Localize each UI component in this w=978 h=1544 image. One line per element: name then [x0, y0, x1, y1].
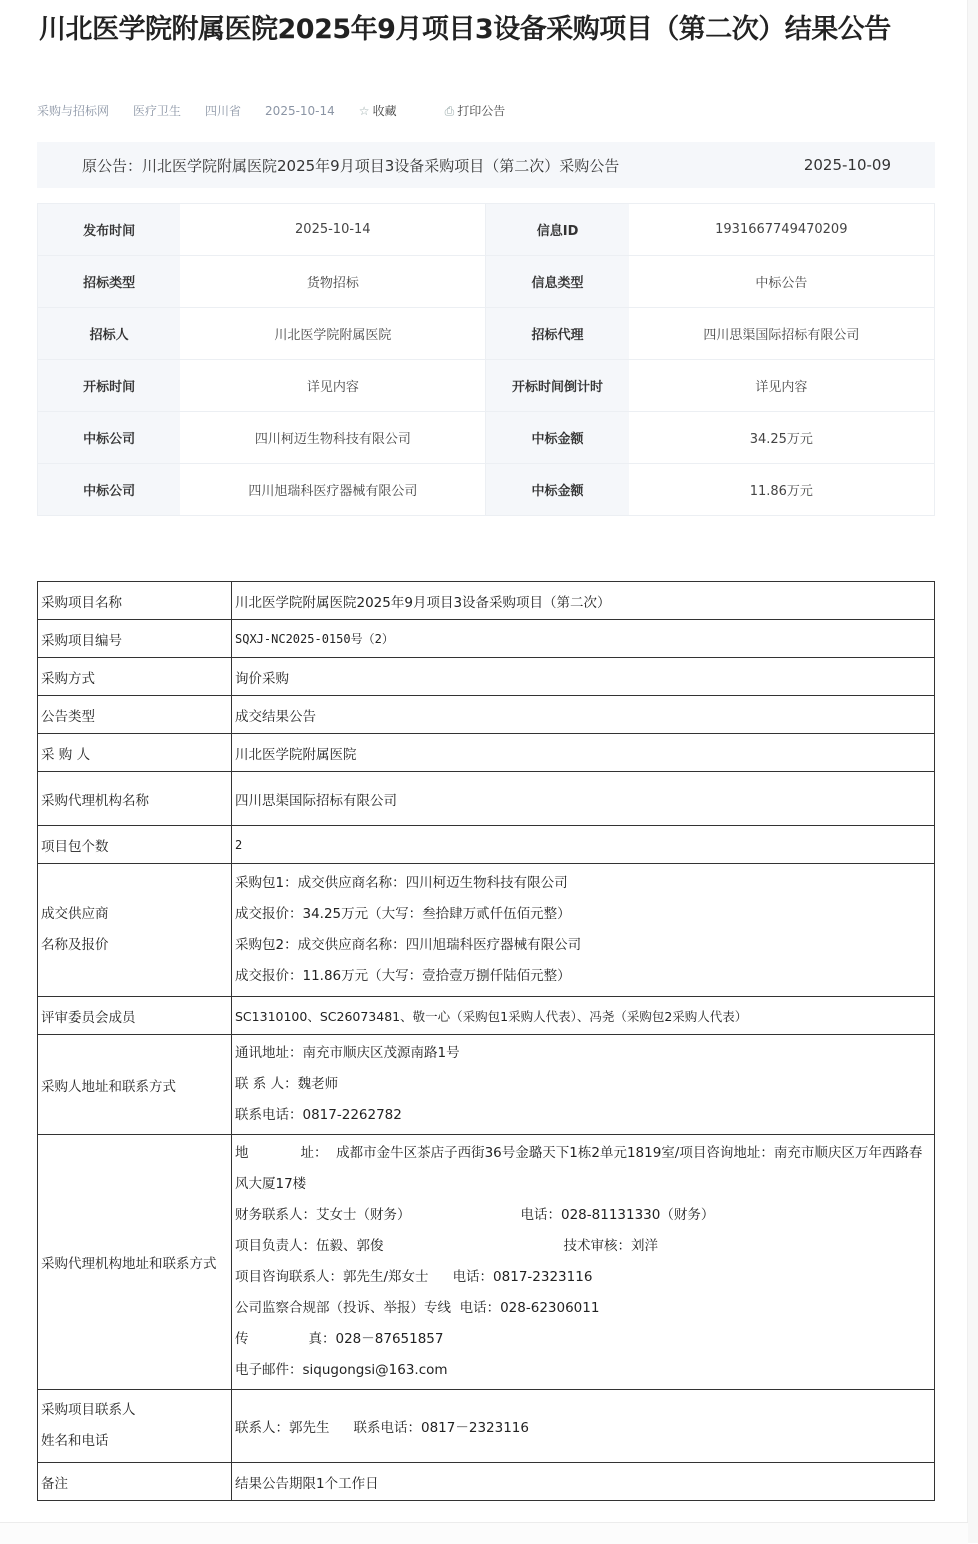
- lead-line: [235, 1231, 931, 1262]
- info-value: 四川思渠国际招标有限公司: [629, 308, 935, 360]
- row-label: 备注: [38, 1463, 232, 1501]
- table-row: [38, 1135, 935, 1390]
- info-label: 信息ID: [486, 204, 629, 256]
- print-button[interactable]: [445, 102, 530, 120]
- info-label: 发布时间: [38, 204, 181, 256]
- info-row: [38, 308, 935, 360]
- fax-value: 真：028－87651857: [308, 1331, 444, 1347]
- purchaser-phone: 联系电话：0817-2262782: [235, 1107, 402, 1123]
- info-value: 四川旭瑞科医疗器械有限公司: [180, 464, 486, 516]
- info-label: 中标金额: [486, 412, 629, 464]
- info-row: [38, 464, 935, 516]
- agency-contact-value: [232, 1135, 935, 1390]
- consult-contact: 项目咨询联系人：郭先生/郑女士: [235, 1269, 429, 1285]
- printer-icon: ⎙: [444, 104, 455, 118]
- supplier-line: 成交报价：11.86万元（大写：壹拾壹万捌仟陆佰元整）: [235, 968, 571, 984]
- row-label: 采购项目编号: [38, 620, 232, 658]
- summary-info-table: [37, 203, 935, 516]
- finance-line: [235, 1200, 931, 1231]
- info-label: 信息类型: [486, 256, 629, 308]
- consult-phone: 电话：0817-2323116: [452, 1269, 593, 1285]
- label-line: 名称及报价: [41, 937, 109, 953]
- table-row: [38, 734, 935, 772]
- footer-divider: [0, 1522, 968, 1544]
- project-contact-value: [232, 1390, 935, 1463]
- row-label: 采购方式: [38, 658, 232, 696]
- info-row: [38, 204, 935, 256]
- method-value: 询价采购: [232, 658, 935, 696]
- remark-value: 结果公告期限1个工作日: [232, 1463, 935, 1501]
- row-label: 采 购 人: [38, 734, 232, 772]
- suppliers-value: [232, 864, 935, 997]
- project-contact-phone: 联系电话：0817－2323116: [353, 1420, 529, 1436]
- favorite-button[interactable]: [359, 102, 421, 120]
- project-contact-person: 联系人：郭先生: [235, 1420, 330, 1436]
- table-row: [38, 1463, 935, 1501]
- table-row: [38, 658, 935, 696]
- favorite-label: 收藏: [372, 104, 397, 118]
- detail-table: [37, 581, 935, 1501]
- package-count-value: 2: [232, 826, 935, 864]
- purchaser-contact-value: [232, 1035, 935, 1135]
- row-label: 公告类型: [38, 696, 232, 734]
- original-notice-link[interactable]: [37, 142, 935, 188]
- table-row: [38, 997, 935, 1035]
- vertical-scrollbar[interactable]: [967, 0, 978, 1543]
- info-value: 川北医学院附属医院: [180, 308, 486, 360]
- table-row: [38, 864, 935, 997]
- original-notice-title[interactable]: 原公告：川北医学院附属医院2025年9月项目3设备采购项目（第二次）采购公告: [82, 156, 620, 175]
- purchaser-contact-person: 联 系 人：魏老师: [235, 1076, 339, 1092]
- supplier-line: 采购包2：成交供应商名称：四川旭瑞科医疗器械有限公司: [235, 937, 582, 953]
- purchaser-address: 通讯地址：南充市顺庆区茂源南路1号: [235, 1045, 460, 1061]
- info-value: 货物招标: [180, 256, 486, 308]
- label-line: 姓名和电话: [41, 1433, 109, 1449]
- project-no-value: SQXJ-NC2025-0150号（2）: [232, 620, 935, 658]
- original-notice-date: 2025-10-09: [803, 156, 891, 174]
- label-line: 成交供应商: [41, 906, 109, 922]
- info-label: 中标公司: [38, 412, 181, 464]
- email-line: 电子邮件：siqugongsi@163.com: [235, 1362, 448, 1378]
- table-row: [38, 1390, 935, 1463]
- row-label: 采购项目名称: [38, 582, 232, 620]
- agency-address: [235, 1138, 931, 1200]
- info-row: [38, 256, 935, 308]
- supplier-line: 采购包1：成交供应商名称：四川柯迈生物科技有限公司: [235, 875, 568, 891]
- row-label: 采购代理机构名称: [38, 772, 232, 826]
- compliance-line: [235, 1293, 931, 1324]
- info-value: 四川柯迈生物科技有限公司: [180, 412, 486, 464]
- project-lead: 项目负责人：伍毅、郭俊: [235, 1238, 384, 1254]
- table-row: [38, 772, 935, 826]
- finance-contact: 财务联系人：艾女士（财务）: [235, 1207, 411, 1223]
- table-row: [38, 582, 935, 620]
- compliance-label: 公司监察合规部（投诉、举报）专线: [235, 1300, 451, 1316]
- row-label: 采购人地址和联系方式: [38, 1035, 232, 1135]
- address-text: 成都市金牛区茶店子西街36号金璐天下1栋2单元1819室/项目咨询地址：南充市顺庆区万年西路春风大厦17楼: [235, 1145, 923, 1192]
- category-link[interactable]: 医疗卫生: [133, 104, 182, 118]
- info-label: 开标时间: [38, 360, 181, 412]
- info-label: 招标人: [38, 308, 181, 360]
- info-value: 1931667749470209: [629, 204, 935, 256]
- info-label: 开标时间倒计时: [486, 360, 629, 412]
- row-label: 项目包个数: [38, 826, 232, 864]
- info-label: 招标代理: [486, 308, 629, 360]
- agency-value: 四川思渠国际招标有限公司: [232, 772, 935, 826]
- print-label: 打印公告: [457, 104, 506, 118]
- info-value: 详见内容: [629, 360, 935, 412]
- tech-review: 技术审核：刘洋: [563, 1238, 658, 1254]
- supplier-line: 成交报价：34.25万元（大写：叁拾肆万贰仟伍佰元整）: [235, 906, 571, 922]
- info-row: [38, 360, 935, 412]
- info-label: 中标公司: [38, 464, 181, 516]
- publish-date: 2025-10-14: [265, 104, 335, 118]
- info-label: 招标类型: [38, 256, 181, 308]
- meta-bar: [37, 102, 553, 120]
- info-label: 中标金额: [486, 464, 629, 516]
- address-label: 地: [235, 1145, 249, 1161]
- table-row: [38, 696, 935, 734]
- address-label: 址：: [300, 1145, 328, 1161]
- info-value: 34.25万元: [629, 412, 935, 464]
- info-value: 2025-10-14: [180, 204, 486, 256]
- purchaser-value: 川北医学院附属医院: [232, 734, 935, 772]
- info-row: [38, 412, 935, 464]
- table-row: [38, 620, 935, 658]
- page-title: 川北医学院附属医院2025年9月项目3设备采购项目（第二次）结果公告: [39, 14, 891, 45]
- row-label: [38, 864, 232, 997]
- info-value: 11.86万元: [629, 464, 935, 516]
- table-row: [38, 1035, 935, 1135]
- info-value: 详见内容: [180, 360, 486, 412]
- row-label: 评审委员会成员: [38, 997, 232, 1035]
- region-link[interactable]: 四川省: [205, 104, 242, 118]
- site-link[interactable]: 采购与招标网: [37, 104, 110, 118]
- notice-type-value: 成交结果公告: [232, 696, 935, 734]
- finance-phone: 电话：028-81131330（财务）: [520, 1207, 715, 1223]
- label-line: 采购项目联系人: [41, 1402, 136, 1418]
- info-value: 中标公告: [629, 256, 935, 308]
- committee-value: SC1310100、SC26073481、敬一心（采购包1采购人代表）、冯尧（采购包2采购人代表）: [232, 997, 935, 1035]
- compliance-phone: 电话：028-62306011: [459, 1300, 600, 1316]
- project-name-value: 川北医学院附属医院2025年9月项目3设备采购项目（第二次）: [232, 582, 935, 620]
- table-row: [38, 826, 935, 864]
- row-label: [38, 1390, 232, 1463]
- fax-label: 传: [235, 1331, 249, 1347]
- star-icon: ☆: [358, 104, 370, 118]
- row-label: 采购代理机构地址和联系方式: [38, 1135, 232, 1390]
- consult-line: [235, 1262, 931, 1293]
- fax-line: [235, 1324, 931, 1355]
